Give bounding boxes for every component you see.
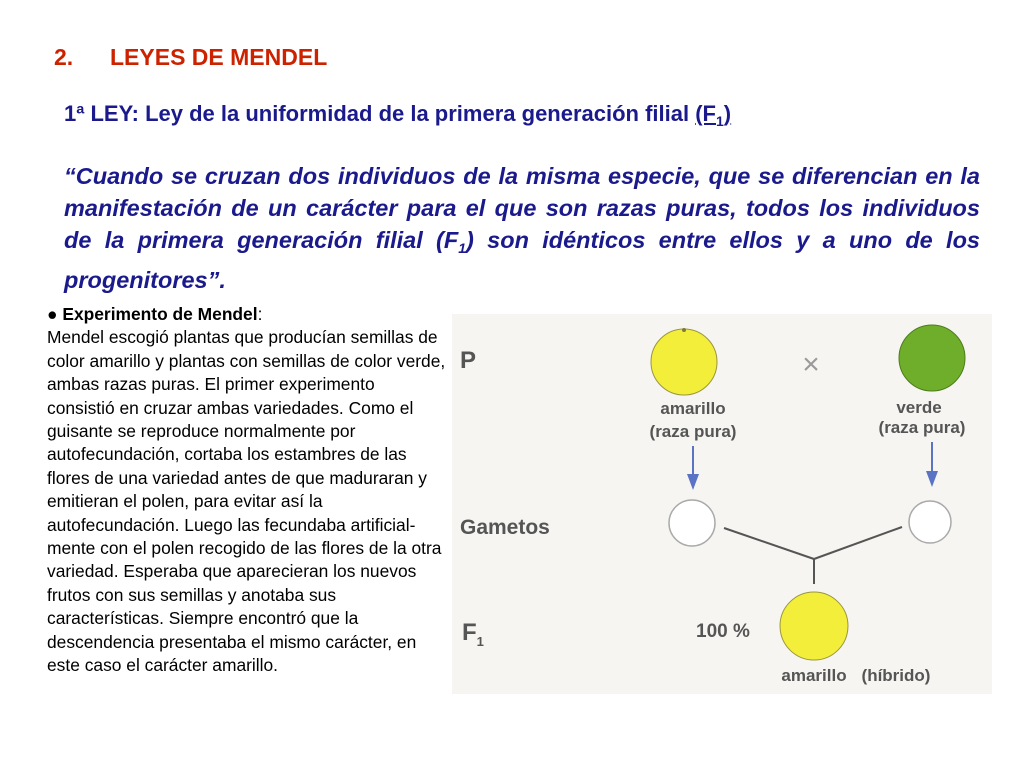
f1-note: (híbrido) bbox=[861, 666, 931, 685]
section-heading bbox=[54, 44, 327, 71]
label-gametos: Gametos bbox=[460, 516, 550, 539]
law-title-f1 bbox=[695, 101, 732, 129]
f1-pea bbox=[780, 592, 848, 660]
law-statement bbox=[64, 160, 980, 296]
mendel-cross-diagram bbox=[452, 314, 992, 694]
section-title: LEYES DE MENDEL bbox=[110, 44, 328, 70]
fusion-line-left bbox=[724, 528, 814, 559]
f1-color: amarillo bbox=[781, 666, 847, 685]
yellow-parent-hilum bbox=[682, 328, 686, 332]
bullet-icon: ● bbox=[47, 304, 58, 324]
parent-left-note: (raza pura) bbox=[649, 422, 737, 441]
law-quote-part1: “Cuando se cruzan dos individuos de la misma especie, que se diferencian en la manifestación de un carácter para el que son razas puras, todos los individuos de la primera generación filial (F bbox=[64, 163, 980, 253]
experiment-heading bbox=[47, 303, 447, 326]
experiment-description bbox=[47, 303, 447, 678]
right-arrow-head bbox=[926, 471, 938, 487]
parent-right-color: verde bbox=[896, 398, 942, 417]
label-f1 bbox=[462, 619, 484, 649]
f1-percent: 100 % bbox=[696, 621, 750, 642]
law-title-paren-open: (F bbox=[695, 101, 716, 126]
fusion-line-right bbox=[814, 527, 902, 559]
cross-symbol: × bbox=[802, 348, 820, 381]
law-title bbox=[64, 101, 731, 129]
right-gamete bbox=[909, 501, 951, 543]
experiment-title-colon: : bbox=[257, 304, 263, 324]
experiment-body: Mendel escogió plantas que producían semillas de color amarillo y plantas con semillas de color verde, ambas razas puras. El primer experimento consistió en cruzar ambas variedades. Como el guisante se reproduce normalmente por autofecundación, cortaba los estambres de las flores de una variedad antes de que maduraran y emitieran el polen, para evitar así la autofecundación. Luego las fecundaba artificial- mente con el polen recogido de las flores de la otra variedad. Esperaba que aparecieran los nuevos frutos con sus semillas y anotaba sus características. Siempre encontró que la descendencia presentaba el mismo carácter, en este caso el carácter amarillo. bbox=[47, 327, 446, 676]
section-number: 2. bbox=[54, 44, 74, 70]
law-quote-part2: ) son idénticos entre ellos y a uno de los progenitores”. bbox=[64, 227, 980, 293]
law-title-paren-close: ) bbox=[723, 101, 732, 126]
experiment-title: Experimento de Mendel bbox=[62, 304, 258, 324]
law-title-main: 1ª LEY: Ley de la uniformidad de la primera generación filial bbox=[64, 101, 696, 126]
cross-diagram-svg bbox=[452, 314, 992, 694]
yellow-parent-pea bbox=[651, 329, 717, 395]
left-gamete bbox=[669, 500, 715, 546]
label-p: P bbox=[460, 347, 477, 374]
law-quote-sub: 1 bbox=[458, 240, 467, 256]
parent-left-color: amarillo bbox=[660, 399, 726, 418]
law-title-sub: 1 bbox=[716, 113, 724, 129]
green-parent-pea bbox=[899, 325, 965, 391]
label-f: F bbox=[462, 619, 477, 646]
left-arrow-head bbox=[687, 474, 699, 490]
parent-right-note: (raza pura) bbox=[878, 418, 966, 437]
label-f-sub: 1 bbox=[476, 634, 484, 649]
